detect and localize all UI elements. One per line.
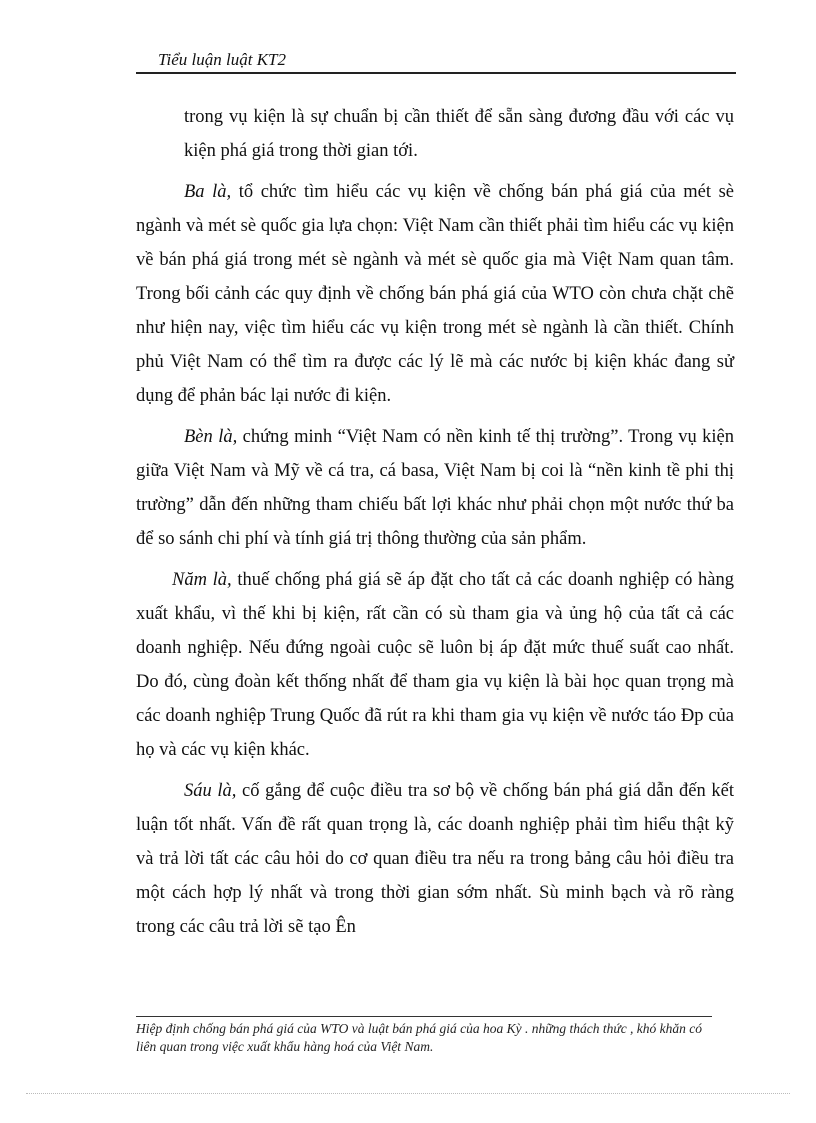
paragraph-bon-la bbox=[136, 420, 734, 556]
paragraph-lead: Năm là, bbox=[172, 570, 232, 590]
paragraph-lead: Ba là, bbox=[184, 182, 232, 202]
document-body bbox=[136, 100, 734, 944]
paragraph-nam-la bbox=[136, 563, 734, 767]
paragraph-text: trong vụ kiện là sự chuẩn bị cần thiết để sẵn sàng đương đầu với các vụ kiện phá giá trong thời gian tới. bbox=[184, 107, 734, 161]
paragraph-continuation bbox=[136, 100, 734, 168]
paragraph-text: tổ chức tìm hiểu các vụ kiện về chống bán phá giá của mét sè ngành và mét sè quốc gia lựa chọn: Việt Nam cần thiết phải tìm hiểu các vụ kiện về bán phá giá trong mét sè ngành và mét sè quốc gia mà Việt Nam quan tâm. Trong bối cảnh các quy định về chống bán phá giá của WTO còn chưa chặt chẽ như hiện nay, việc tìm hiểu các vụ kiện trong mét sè ngành là cần thiết. Chính phủ Việt Nam có thể tìm ra được các lý lẽ mà các nước bị kiện khác đang sử dụng để phản bác lại nước đi kiện. bbox=[136, 182, 734, 406]
footer-divider bbox=[136, 1016, 712, 1017]
paragraph-sau-la bbox=[136, 774, 734, 944]
paragraph-text: cố gắng để cuộc điều tra sơ bộ về chống bán phá giá dẫn đến kết luận tốt nhất. Vấn đề rất quan trọng là, các doanh nghiệp phải tìm hiểu thật kỹ và trả lời tất các câu hỏi do cơ quan điều tra nếu ra trong bảng câu hỏi điều tra một cách hợp lý nhất và trong thời gian sớm nhất. Sù minh bạch và rõ ràng trong các câu trả lời sẽ tạo Ên bbox=[136, 781, 734, 937]
footer-text: Hiệp định chống bán phá giá của WTO và luật bán phá giá của hoa Kỳ . những thách thức , khó khăn có liên quan trong việc xuất khẩu hàng hoá của Việt Nam. bbox=[136, 1021, 703, 1054]
paragraph-lead: Bèn là, bbox=[184, 427, 238, 447]
paragraph-text: chứng minh “Việt Nam có nền kinh tế thị trường”. Trong vụ kiện giữa Việt Nam và Mỹ về cá tra, cá basa, Việt Nam bị coi là “nền kinh tề phi thị trường” dẫn đến những tham chiếu bất lợi khác như phải chọn một nước thứ ba để so sánh chi phí và tính giá trị thông thường của sản phẩm. bbox=[136, 427, 734, 549]
page-header bbox=[136, 48, 736, 74]
paragraph-lead: Sáu là, bbox=[184, 781, 237, 801]
paragraph-ba-la bbox=[136, 175, 734, 413]
page-bottom-border bbox=[26, 1093, 790, 1094]
paragraph-text: thuế chống phá giá sẽ áp đặt cho tất cả các doanh nghiệp có hàng xuất khẩu, vì thế khi bị kiện, rất cần có sù tham gia và ủng hộ của tất cả các doanh nghiệp. Nếu đứng ngoài cuộc sẽ luôn bị áp đặt mức thuế suất cao nhất. Do đó, cùng đoàn kết thống nhất để tham gia vụ kiện là bài học quan trọng mà các doanh nghiệp Trung Quốc đã rút ra khi tham gia vụ kiện về nước táo Đp của họ và các vụ kiện khác. bbox=[136, 570, 735, 760]
header-title: Tiểu luận luật KT2 bbox=[158, 50, 286, 69]
